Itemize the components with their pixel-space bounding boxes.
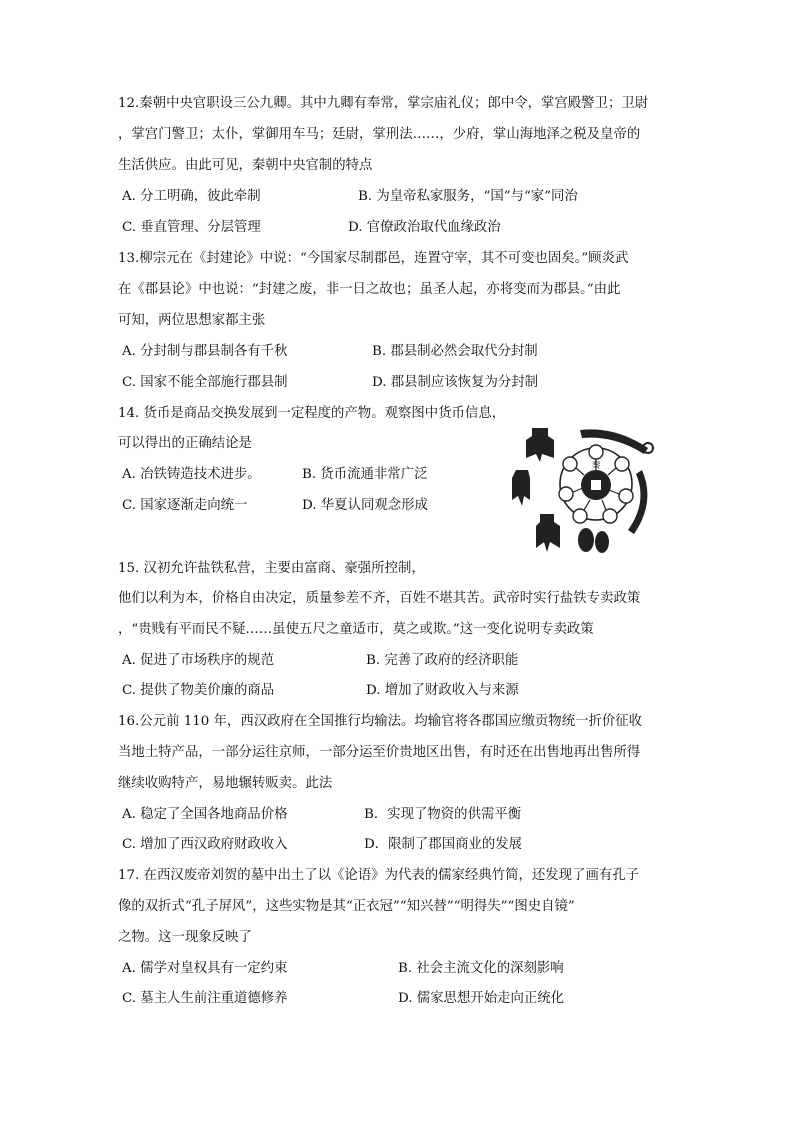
- q13-stem-line-1: 13.柳宗元在《封建论》中说：“今国家尽制郡邑，连置守宰，其不可变也固矣。”顾炎武: [118, 251, 629, 266]
- q15-option-b: B. 完善了政府的经济职能: [366, 653, 519, 668]
- q16-stem-line-1: 16.公元前 110 年，西汉政府在全国推行均输法。均输官将各郡国应缴贡物统一折价征收: [118, 714, 643, 729]
- q16-option-a: A. 稳定了全国各地商品价格: [122, 807, 288, 822]
- spade-coin-icon: [526, 428, 554, 462]
- q17-stem-line-3: 之物。这一现象反映了: [118, 930, 252, 945]
- q12-option-c: C. 垂直管理、分层管理: [122, 220, 261, 235]
- q17-option-c: C. 墓主人生前注重道德修养: [122, 991, 288, 1006]
- q12-stem-line-3: 生活供应。由此可见，秦朝中央官制的特点: [118, 158, 373, 173]
- q12-option-a: A. 分工明确，彼此牵制: [122, 189, 261, 204]
- q15-stem-line-2: 他们以利为本，价格自由决定，质量参差不齐，百姓不堪其苦。武帝时实行盐铁专卖政策: [118, 591, 641, 606]
- q16-option-b: B．实现了物资的供需平衡: [364, 807, 522, 822]
- q12-stem-line-2: ，掌宫门警卫；太仆，掌御用车马；廷尉，掌刑法……，少府，掌山海地泽之税及皇帝的: [118, 127, 641, 142]
- figure-center-label: 秦: [591, 461, 601, 471]
- q14-stem-line-1: 14. 货币是商品交换发展到一定程度的产物。观察图中货币信息，: [118, 406, 506, 421]
- q12-option-b: B. 为皇帝私家服务，“国”与“家”同治: [358, 189, 578, 204]
- q14-option-d: D. 华夏认同观念形成: [302, 498, 428, 513]
- q15-option-c: C. 提供了物美价廉的商品: [122, 683, 275, 698]
- q16-stem-line-2: 当地土特产品，一部分运往京师，一部分运至价贵地区出售，有时还在出售地再出售所得: [118, 745, 641, 760]
- q14-option-b: B. 货币流通非常广泛: [302, 467, 428, 482]
- q14-option-a: A. 冶铁铸造技术进步。: [122, 467, 261, 482]
- spade-coin-left-icon: [512, 470, 530, 506]
- q13-option-b: B. 郡县制必然会取代分封制: [372, 344, 538, 359]
- q17-option-d: D. 儒家思想开始走向正统化: [398, 991, 565, 1006]
- q14-stem-line-2: 可以得出的正确结论是: [118, 436, 252, 451]
- q16-stem-line-3: 继续收购特产，易地辗转贩卖。此法: [118, 776, 333, 791]
- q15-option-a: A. 促进了市场秩序的规范: [122, 653, 275, 668]
- q12-option-d: D. 官僚政治取代血缘政治: [348, 220, 501, 235]
- q12-stem-line-1: 12.秦朝中央官职设三公九卿。其中九卿有奉常，掌宗庙礼仪；郎中令，掌宫殿警卫；卫尉: [118, 96, 649, 111]
- q15-option-d: D. 增加了财政收入与来源: [366, 683, 519, 698]
- ant-nose-coin-icon: [578, 528, 594, 552]
- q16-option-c: C. 增加了西汉政府财政收入: [122, 837, 288, 852]
- q13-option-d: D. 郡县制应该恢复为分封制: [372, 375, 539, 390]
- q17-stem-line-1: 17. 在西汉废帝刘贺的墓中出土了以《论语》为代表的儒家经典竹简，还发现了画有孔子: [118, 868, 640, 883]
- spade-coin-bottom-icon: [536, 514, 560, 552]
- knife-coin-right-icon: [628, 470, 647, 534]
- q13-stem-line-2: 在《郡县论》中也说：“封建之废，非一日之故也；虽圣人起，亦将变而为郡县。”由此: [118, 282, 621, 297]
- currency-figure: [510, 418, 660, 558]
- q17-stem-line-2: 像的双折式“孔子屏风”，这些实物是其“正衣冠”“知兴替”“明得失”“图史自镜”: [118, 899, 575, 914]
- q15-stem-line-3: ，“贵贱有平而民不疑……虽使五尺之童适市，莫之或欺。”这一变化说明专卖政策: [118, 622, 594, 637]
- q13-option-c: C. 国家不能全部施行郡县制: [122, 375, 288, 390]
- q15-stem-line-1: 15. 汉初允许盐铁私营，主要由富商、豪强所控制，: [118, 561, 425, 576]
- q17-option-a: A. 儒学对皇权具有一定约束: [122, 961, 288, 976]
- q16-option-d: D．限制了郡国商业的发展: [364, 837, 523, 852]
- q13-option-a: A. 分封制与郡县制各有千秋: [122, 344, 288, 359]
- q14-option-c: C. 国家逐渐走向统一: [122, 498, 248, 513]
- q13-stem-line-3: 可知，两位思想家都主张: [118, 313, 266, 328]
- q17-option-b: B. 社会主流文化的深刻影响: [398, 961, 564, 976]
